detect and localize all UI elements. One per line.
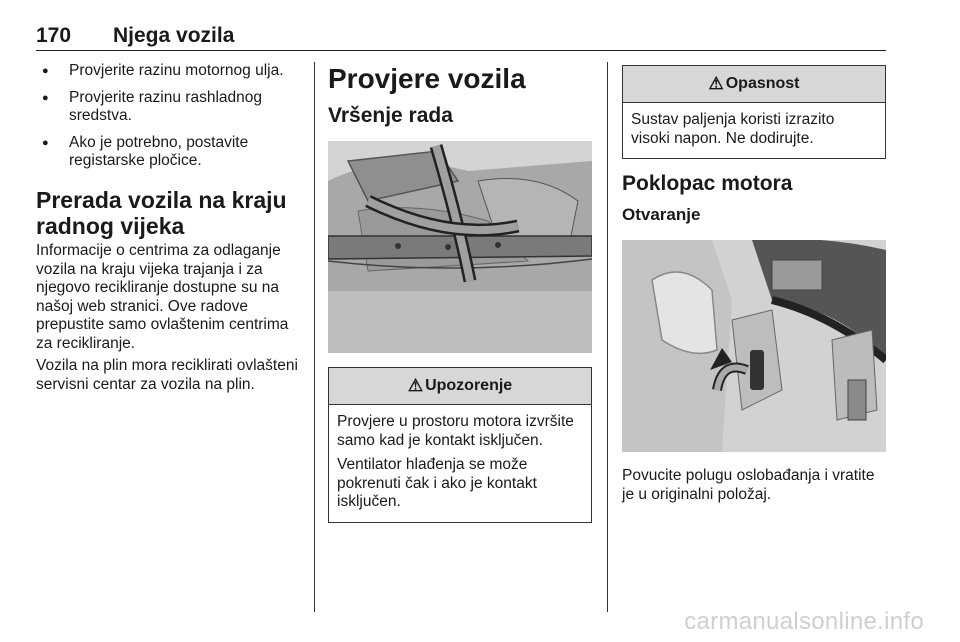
watermark: carmanualsonline.info: [684, 608, 924, 635]
chapter-title: Provjere vozila: [328, 63, 526, 94]
list-item: ● Provjerite razinu motornog ulja.: [36, 62, 304, 80]
danger-header: [623, 66, 885, 103]
middle-column: [328, 62, 592, 523]
danger-box: [622, 65, 886, 159]
warning-box: [328, 367, 592, 523]
right-column: [622, 62, 886, 504]
paragraph: Ventilator hlađenja se može pokrenuti čak i ako je kontakt isključen.: [337, 456, 537, 510]
warning-body: [329, 405, 591, 522]
paragraph: Sustav paljenja koristi izrazito visoki napon. Ne dodirujte.: [631, 111, 835, 147]
page-header: [36, 24, 886, 51]
warning-label: Upozorenje: [425, 377, 513, 394]
column-divider: [314, 62, 315, 612]
paragraph: Provjere u prostoru motora izvršite samo kad je kontakt isključen.: [337, 413, 574, 449]
warning-triangle-icon: ⚠: [407, 376, 424, 395]
page-number: 170: [36, 24, 72, 47]
checklist: [36, 62, 304, 170]
warning-triangle-icon: ⚠: [708, 74, 724, 93]
hood-release-illustration: [622, 240, 886, 452]
danger-label: Opasnost: [725, 75, 800, 92]
section-title: Njega vozila: [113, 24, 235, 47]
hood-heading: Poklopac motora: [622, 172, 793, 195]
caption: Povucite polugu oslobađanja i vratite je u originalni položaj.: [622, 467, 875, 503]
subtitle: Vršenje rada: [328, 104, 453, 127]
left-column: [36, 62, 304, 394]
warning-header: [329, 368, 591, 405]
paragraph: Informacije o centrima za odlaganje vozila na kraju vijeka trajanja i za njegovo recikliranje dostupne su na našoj web stranici. Ove radove prepustite samo ovlaštenim centrima za recikliranje.: [36, 242, 289, 352]
engine-bay-illustration: [328, 141, 592, 353]
list-item: ● Provjerite razinu rashladnog sredstva.: [36, 89, 304, 125]
paragraph: Vozila na plin mora reciklirati ovlašteni servisni centar za vozila na plin.: [36, 357, 298, 393]
danger-body: [623, 103, 885, 158]
column-divider: [607, 62, 608, 612]
recycling-heading: Prerada vozila na kraju radnog vijeka: [36, 187, 287, 239]
list-item: ● Ako je potrebno, postavite registarske pločice.: [36, 134, 304, 170]
opening-subheading: Otvaranje: [622, 205, 701, 224]
